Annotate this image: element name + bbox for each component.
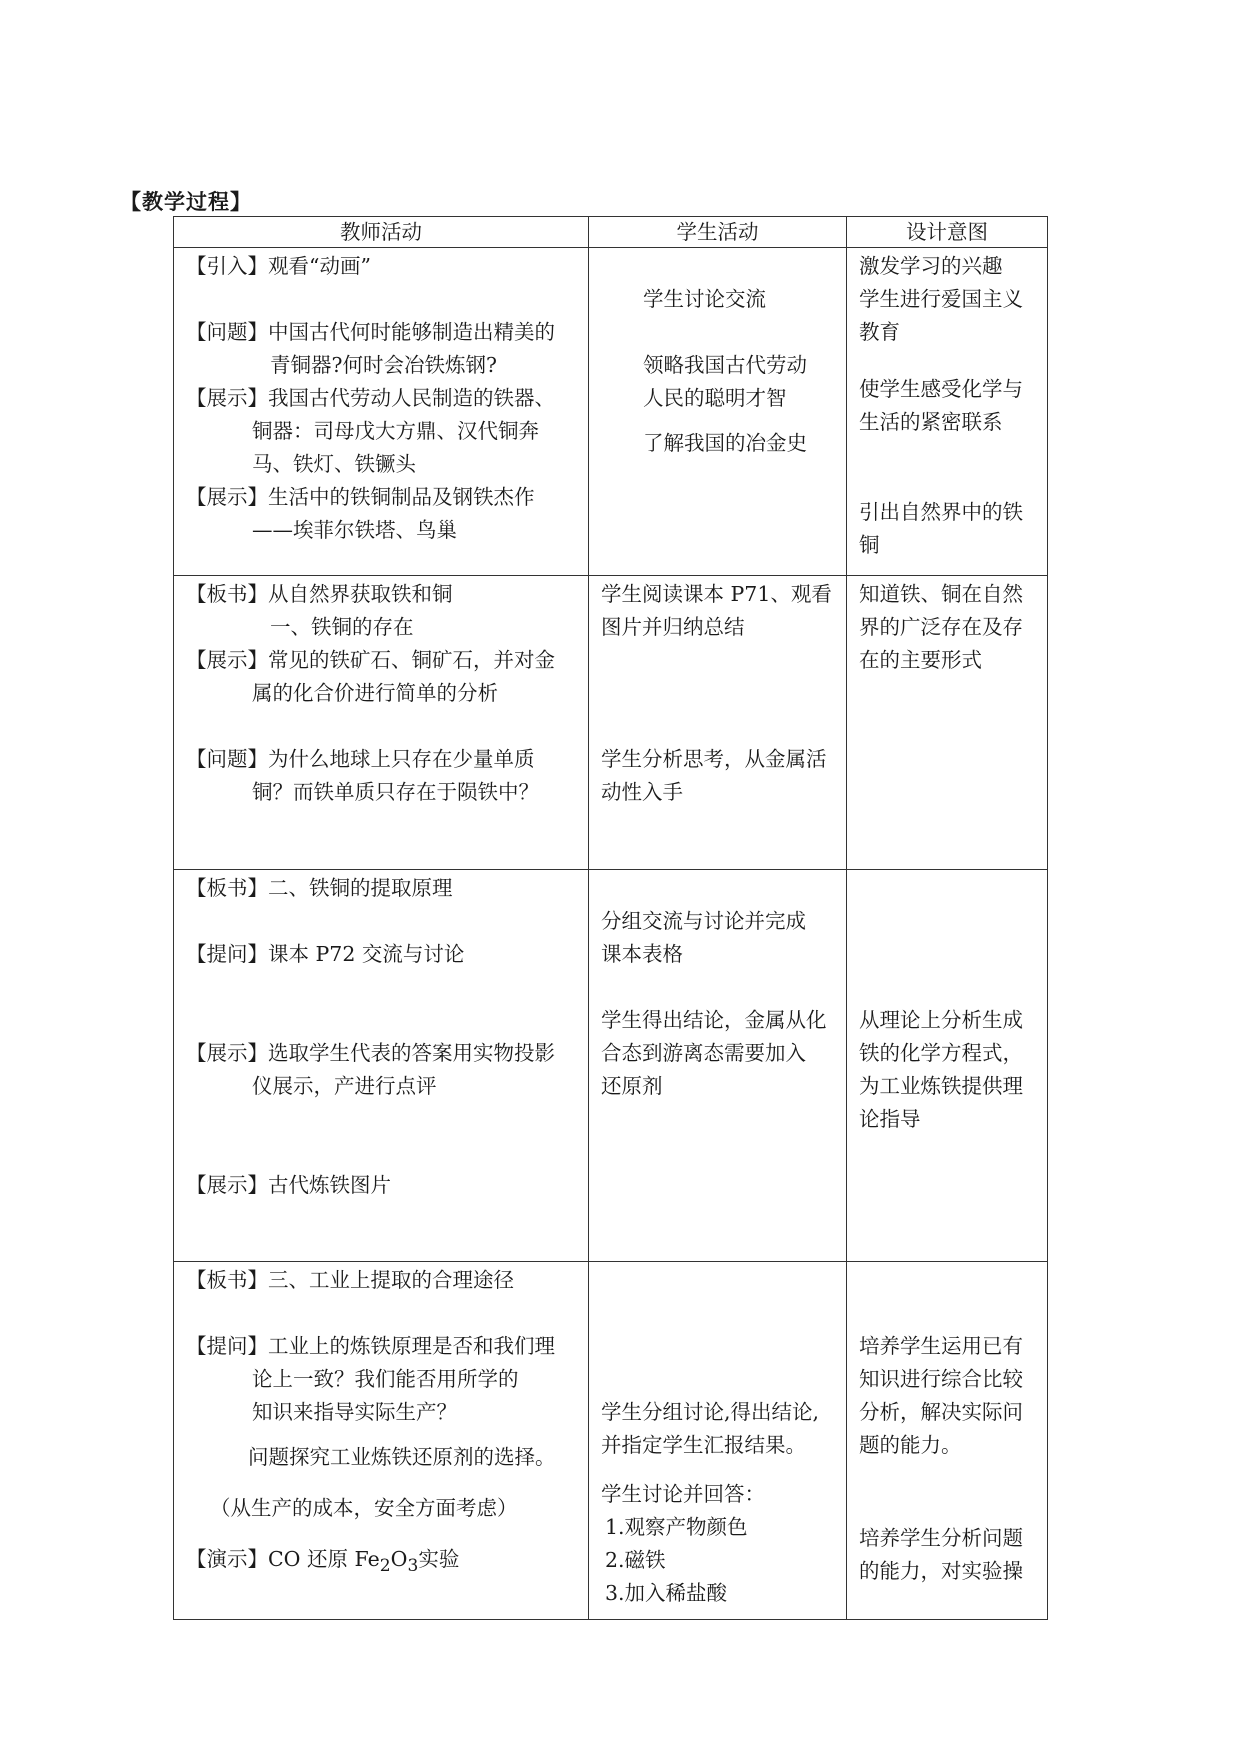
teacher-line: 问题探究工业炼铁还原剂的选择。 — [248, 1445, 556, 1469]
student-cell — [589, 1262, 847, 1620]
teacher-line: 【展示】生活中的铁铜制品及钢铁杰作 — [186, 485, 535, 509]
student-line: 学生阅读课本 P71、观看 — [601, 582, 832, 606]
header-design: 设计意图 — [847, 217, 1048, 248]
table-row — [174, 576, 1048, 870]
design-line: 从理论上分析生成 — [859, 1008, 1023, 1032]
teacher-line: 铜？而铁单质只存在于陨铁中？ — [252, 780, 539, 804]
design-line: 在的主要形式 — [859, 648, 982, 672]
student-line: 了解我国的冶金史 — [643, 431, 807, 455]
teacher-line: 【板书】三、工业上提取的合理途径 — [186, 1268, 514, 1292]
teacher-cell — [174, 576, 589, 870]
teacher-line: 属的化合价进行简单的分析 — [252, 681, 498, 705]
teacher-line: 【问题】中国古代何时能够制造出精美的 — [186, 320, 555, 344]
teacher-cell — [174, 1262, 589, 1620]
student-line: 3.加入稀盐酸 — [605, 1581, 728, 1605]
teacher-line: （从生产的成本，安全方面考虑） — [210, 1496, 518, 1520]
header-teacher: 教师活动 — [174, 217, 589, 248]
design-line: 学生进行爱国主义 — [859, 287, 1023, 311]
student-line: 合态到游离态需要加入 — [601, 1041, 806, 1065]
design-cell — [847, 1262, 1048, 1620]
student-line: 2.磁铁 — [605, 1548, 666, 1572]
design-line: 引出自然界中的铁 — [859, 500, 1023, 524]
design-line: 培养学生运用已有 — [859, 1334, 1023, 1358]
student-line: 人民的聪明才智 — [643, 386, 787, 410]
design-line: 铁的化学方程式， — [859, 1041, 1023, 1065]
section-title: 【教学过程】 — [120, 190, 252, 214]
student-cell — [589, 248, 847, 576]
teacher-line: 【展示】我国古代劳动人民制造的铁器、 — [186, 386, 555, 410]
teacher-line: 【展示】选取学生代表的答案用实物投影 — [186, 1041, 555, 1065]
design-cell — [847, 576, 1048, 870]
teacher-line: 【提问】工业上的炼铁原理是否和我们理 — [186, 1334, 555, 1358]
design-line: 题的能力。 — [859, 1433, 962, 1457]
teacher-cell — [174, 248, 589, 576]
student-line: 学生讨论交流 — [643, 287, 766, 311]
design-cell — [847, 870, 1048, 1262]
blank-line — [186, 283, 578, 316]
design-line: 生活的紧密联系 — [859, 410, 1003, 434]
teacher-line: 青铜器?何时会冶铁炼钢? — [270, 353, 497, 377]
header-student: 学生活动 — [589, 217, 847, 248]
student-cell — [589, 870, 847, 1262]
teacher-line: 【板书】二、铁铜的提取原理 — [186, 876, 453, 900]
teacher-line: 【提问】课本 P72 交流与讨论 — [186, 942, 465, 966]
student-line: 分组交流与讨论并完成 — [601, 909, 806, 933]
teacher-line: 【板书】从自然界获取铁和铜 — [186, 582, 453, 606]
design-line: 分析，解决实际问 — [859, 1400, 1023, 1424]
teacher-line: 知识来指导实际生产？ — [252, 1400, 457, 1424]
design-line: 激发学习的兴趣 — [859, 254, 1003, 278]
table-row — [174, 1262, 1048, 1620]
teacher-line: 【引入】观看“动画” — [186, 254, 371, 278]
teacher-line: 论上一致？我们能否用所学的 — [252, 1367, 519, 1391]
subscript: 2 — [379, 1556, 391, 1577]
student-line: 1.观察产物颜色 — [605, 1515, 748, 1539]
table-header-row — [174, 217, 1048, 248]
student-line: 学生分析思考，从金属活 — [601, 747, 827, 771]
design-line: 的能力，对实验操 — [859, 1559, 1023, 1583]
teacher-line: 马、铁灯、铁镢头 — [252, 452, 416, 476]
subscript: 3 — [407, 1556, 419, 1577]
demo-text: O — [390, 1547, 408, 1571]
teacher-cell — [174, 870, 589, 1262]
table-row — [174, 248, 1048, 576]
teaching-process-table — [173, 216, 1048, 1620]
teacher-line: 【问题】为什么地球上只存在少量单质 — [186, 747, 535, 771]
student-line: 领略我国古代劳动 — [643, 353, 807, 377]
design-line: 教育 — [859, 320, 900, 344]
student-line: 课本表格 — [601, 942, 683, 966]
design-line: 知识进行综合比较 — [859, 1367, 1023, 1391]
design-line: 培养学生分析问题 — [859, 1526, 1023, 1550]
teacher-line: 【展示】常见的铁矿石、铜矿石，并对金 — [186, 648, 555, 672]
teacher-line: 【展示】古代炼铁图片 — [186, 1173, 391, 1197]
student-cell — [589, 576, 847, 870]
design-line: 界的广泛存在及存 — [859, 615, 1023, 639]
design-line: 论指导 — [859, 1107, 921, 1131]
student-line: 还原剂 — [601, 1074, 663, 1098]
student-line: 学生分组讨论,得出结论, — [601, 1400, 820, 1424]
demo-text: 实验 — [418, 1547, 460, 1571]
student-line: 动性入手 — [601, 780, 683, 804]
design-line: 知道铁、铜在自然 — [859, 582, 1023, 606]
teacher-line: ——埃菲尔铁塔、鸟巢 — [252, 518, 457, 542]
student-line: 并指定学生汇报结果。 — [601, 1433, 806, 1457]
teacher-line: 一、铁铜的存在 — [270, 615, 414, 639]
design-line: 使学生感受化学与 — [859, 377, 1023, 401]
table-row — [174, 870, 1048, 1262]
student-line: 学生讨论并回答： — [601, 1482, 765, 1506]
teacher-line: 铜器：司母戊大方鼎、汉代铜奔 — [252, 419, 539, 443]
student-line: 学生得出结论，金属从化 — [601, 1008, 827, 1032]
teacher-line — [186, 1543, 578, 1583]
student-line: 图片并归纳总结 — [601, 615, 745, 639]
design-line: 铜 — [859, 533, 880, 557]
design-cell — [847, 248, 1048, 576]
teacher-line: 仪展示，产进行点评 — [252, 1074, 437, 1098]
design-line: 为工业炼铁提供理 — [859, 1074, 1023, 1098]
demo-text: 【演示】CO 还原 Fe — [186, 1547, 380, 1571]
